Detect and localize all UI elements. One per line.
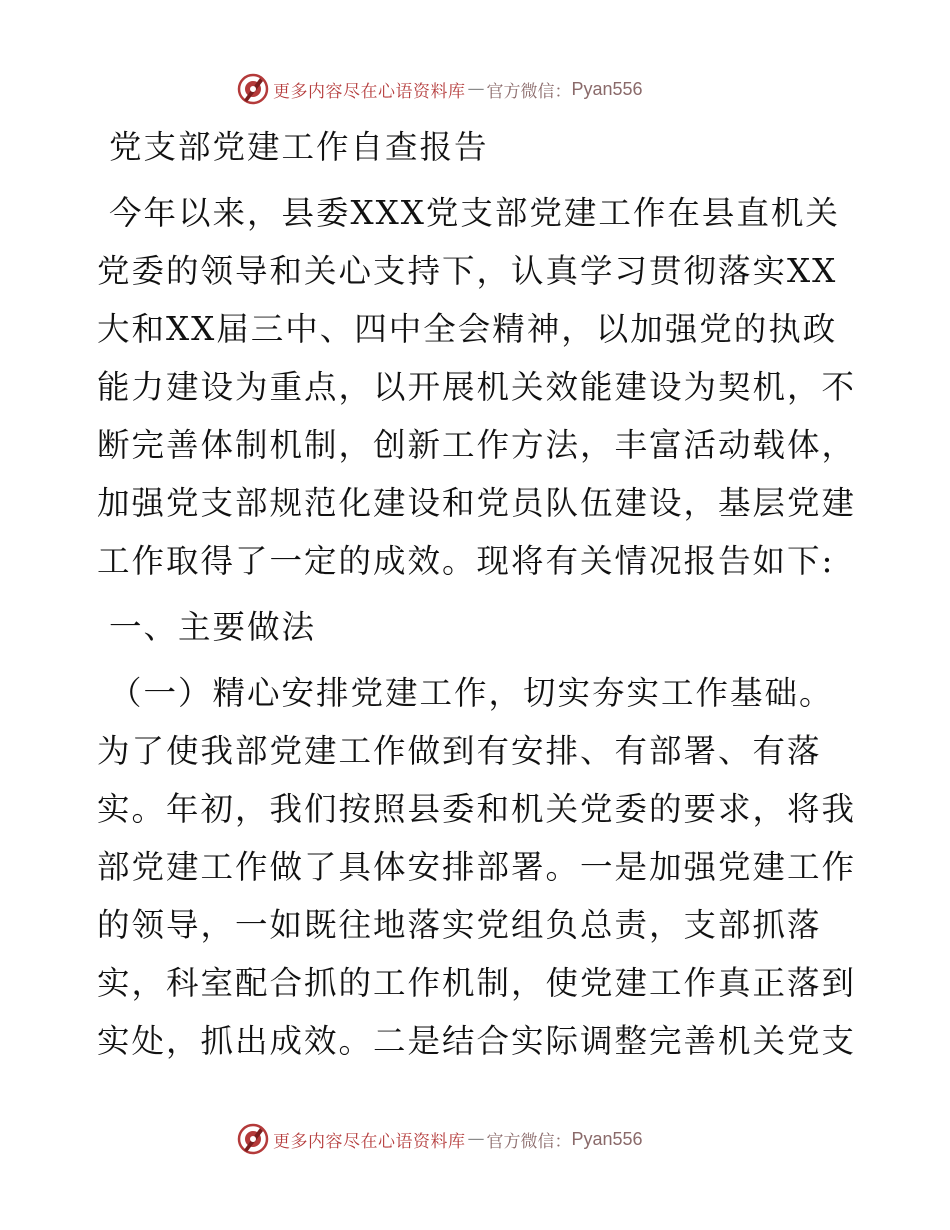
watermark-text: 更多内容尽在心语资料库	[273, 81, 466, 102]
section-heading: 一、主要做法	[109, 608, 317, 646]
text-line: 大和XX届三中、四中全会精神，以加强党的执政	[97, 310, 838, 348]
body-paragraph	[97, 722, 857, 1070]
text-line: 部党建工作做了具体安排部署。一是加强党建工作	[97, 848, 857, 886]
intro-paragraph	[97, 184, 857, 590]
header-watermark	[236, 72, 643, 106]
text-line: 断完善体制机制，创新工作方法，丰富活动载体，	[97, 426, 857, 464]
watermark-wechat-label: 官方微信：	[486, 1131, 572, 1152]
watermark-separator: —	[467, 79, 485, 99]
library-logo-icon	[236, 1122, 270, 1156]
footer-watermark	[236, 1122, 643, 1156]
document-title: 党支部党建工作自查报告	[109, 128, 489, 166]
text-line: 能力建设为重点，以开展机关效能建设为契机，不	[97, 368, 857, 406]
text-line: 加强党支部规范化建设和党员队伍建设，基层党建	[97, 484, 857, 522]
text-line: 党委的领导和关心支持下，认真学习贯彻落实XX	[97, 252, 838, 290]
watermark-text: 更多内容尽在心语资料库	[273, 1131, 466, 1152]
text-line: 实处，抓出成效。二是结合实际调整完善机关党支	[97, 1022, 857, 1060]
text-line: 工作取得了一定的成效。现将有关情况报告如下:	[97, 542, 835, 580]
watermark-wechat-label: 官方微信：	[486, 81, 572, 102]
document-body	[97, 118, 857, 1070]
watermark-wechat-id: Pyan556	[571, 1128, 643, 1149]
text-line: 的领导，一如既往地落实党组负总责，支部抓落	[97, 906, 822, 944]
watermark-wechat-id: Pyan556	[571, 78, 643, 99]
text-line: 今年以来，县委XXX党支部党建工作在县直机关	[109, 194, 840, 232]
text-line: 实。年初，我们按照县委和机关党委的要求，将我	[97, 790, 857, 828]
library-logo-icon	[236, 72, 270, 106]
watermark-separator: —	[467, 1129, 485, 1149]
subsection-heading: （一）精心安排党建工作，切实夯实工作基础。	[109, 674, 834, 712]
text-line: 实，科室配合抓的工作机制，使党建工作真正落到	[97, 964, 857, 1002]
text-line: 为了使我部党建工作做到有安排、有部署、有落	[97, 732, 822, 770]
